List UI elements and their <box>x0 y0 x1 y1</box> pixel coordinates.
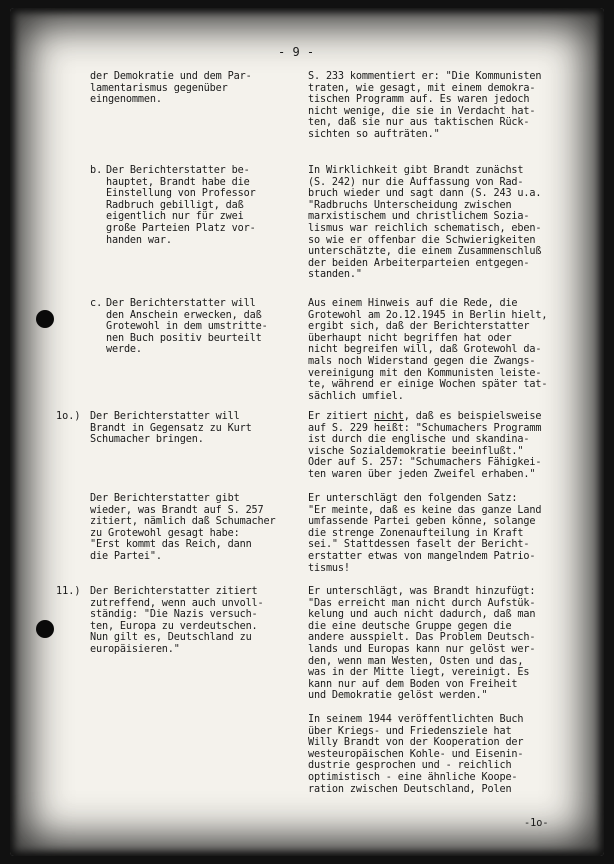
left-column-text: Der Berichterstatter be- hauptet, Brandt habe die Einstellung von Professor Radbruch gebilligt, daß eigentlich nur für zwei große Parteien Platz vor- handen war. <box>106 165 256 246</box>
left-column-text: der Demokratie und dem Par- lamentarismus gegenüber eingenommen. <box>90 71 252 106</box>
left-column-text: Der Berichterstatter will Brandt in Gegensatz zu Kurt Schumacher bringen. <box>90 411 252 446</box>
punch-hole <box>36 620 54 638</box>
right-column-text: In Wirklichkeit gibt Brandt zunächst (S. 242) nur die Auffassung von Rad- bruch wieder und sagt dann (S. 243 u.a. "Radbruchs Unterscheidung zwischen marxistischem und christlichem Sozia- lismus war reichlich schematisch, eben- so wie er offenbar die Schwierigkeiten unterschätzte, die einem Zusammenschluß der beiden Arbeiterparteien entgegen- standen." <box>308 165 542 281</box>
right-column-text: Er zitiert nicht, daß es beispielsweise auf S. 229 heißt: "Schumachers Programm ist durch die englische und skandina- vische Sozialdemokratie beeinflußt." Oder auf S. 257: "Schumachers Fähigkei- ten waren über jeden Zweifel erhaben." <box>308 411 542 480</box>
punch-hole <box>36 310 54 328</box>
document-page <box>10 8 604 856</box>
item-label: 1o.) <box>56 411 81 422</box>
emphasis-underline: nicht <box>373 411 404 422</box>
right-column-text: Er unterschlägt, was Brandt hinzufügt: "Das erreicht man nicht durch Aufstük- kelung und auch nicht dadurch, daß man die eine deutsche Gruppe gegen die andere ausspielt. Das Problem Deutsch- lands und Europas kann nur gelöst wer- den, wenn man Westen, Osten und das, was in der Mitte liegt, vereinigt. Es kann nur auf dem Boden von Freiheit und Demokratie gelöst werden." <box>308 586 536 702</box>
page-footer: -1o- <box>524 818 549 829</box>
right-column-text: S. 233 kommentiert er: "Die Kommunisten traten, wie gesagt, mit einem demokra- tischen Programm auf. Es waren jedoch nicht wenige, die sie in Verdacht hat- ten, daß sie nur aus taktischen Rück- sichten so aufträten." <box>308 71 542 140</box>
right-column-text: In seinem 1944 veröffentlichten Buch über Kriegs- und Friedensziele hat Willy Brandt von der Kooperation der westeuropäischen Kohle- und Eisenin- dustrie gesprochen und - reichlich optimistisch - eine ähnliche Koope- ration zwischen Deutschland, Polen <box>308 714 524 795</box>
item-label: c. <box>90 298 103 309</box>
left-column-text: Der Berichterstatter zitiert zutreffend, wenn auch unvoll- ständig: "Die Nazis versuch- ten, Europa zu verdeutschen. Nun gilt es, Deutschland zu europäisieren." <box>90 586 264 655</box>
right-column-text: Er unterschlägt den folgenden Satz: "Er meinte, daß es keine das ganze Land umfassende Partei geben könne, solange die strenge Zonenaufteilung in Kraft sei." Stattdessen faselt der Bericht- erstatter etwas von mangelndem Patrio- tismus! <box>308 493 542 574</box>
item-label: b. <box>90 165 103 176</box>
right-column-text: Aus einem Hinweis auf die Rede, die Grotewohl am 2o.12.1945 in Berlin hielt, ergibt sich, daß der Berichterstatter überhaupt nicht begriffen hat oder nicht begreifen will, daß Grotewohl da- mals noch Widerstand gegen die Zwangs- vereinigung mit den Kommunisten leiste- te, während er einige Wochen später tat- sächlich umfiel. <box>308 298 548 402</box>
left-column-text: Der Berichterstatter will den Anschein erwecken, daß Grotewohl in dem umstritte- nen Buch positiv beurteilt werde. <box>106 298 268 356</box>
page-number: - 9 - <box>278 45 315 59</box>
item-label: 11.) <box>56 586 81 597</box>
left-column-text: Der Berichterstatter gibt wieder, was Brandt auf S. 257 zitiert, nämlich daß Schumacher zu Grotewohl gesagt habe: "Erst kommt das Reich, dann die Partei". <box>90 493 276 562</box>
